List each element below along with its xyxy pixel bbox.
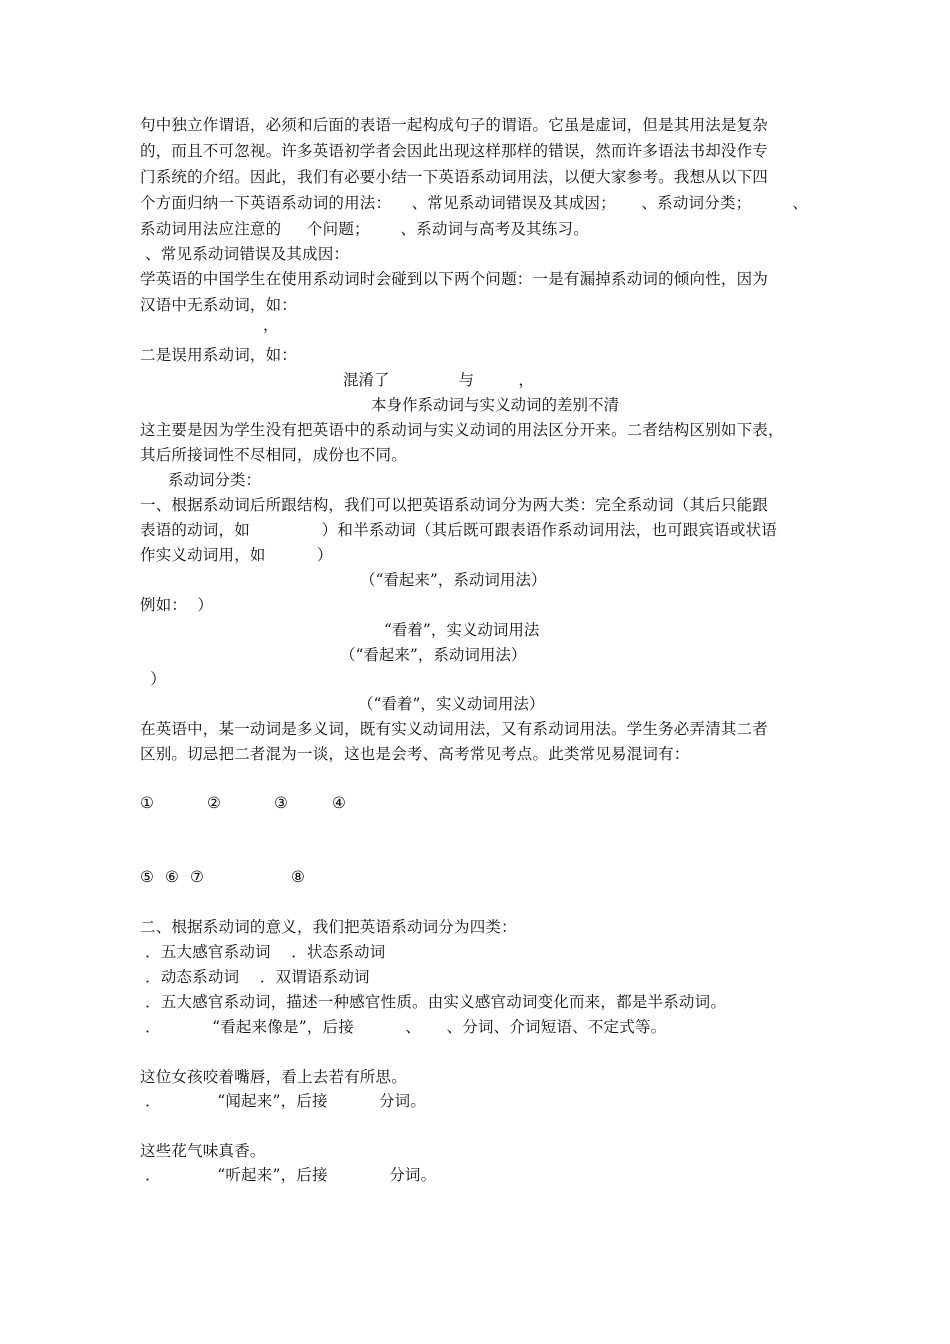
list-marker: ⑧	[291, 868, 305, 886]
paragraph-line: 区别。切忌把二者混为一谈，这也是会考、高考常见考点。此类常见易混词有：	[140, 745, 690, 763]
paragraph-line: 汉语中无系动词，如：	[140, 296, 298, 314]
list-item: ．五大感官系动词，描述一种感官性质。由实义感官动词变化而来，都是半系动词。	[140, 993, 727, 1011]
example-line: “看着”，实义动词用法	[384, 621, 540, 639]
paragraph-line: 二是误用系动词，如：	[140, 346, 298, 364]
list-marker: ⑥	[165, 868, 179, 886]
example-sentence: 这些花气味真香。	[140, 1142, 266, 1160]
list-item: ．五大感官系动词 ．状态系动词	[140, 943, 386, 961]
list-item: ． “闻起来”，后接 分词。	[140, 1092, 427, 1110]
paragraph-line: 门系统的介绍。因此，我们有必要小结一下英语系动词用法，以便大家参考。我想从以下四	[140, 168, 769, 186]
example-line: 混淆了 与 ，	[343, 371, 534, 389]
paragraph-line: 其后所接词性不尽相同，成份也不同。	[140, 446, 407, 464]
example-line: （“看着”，实义动词用法）	[358, 695, 545, 713]
paragraph-line: 学英语的中国学生在使用系动词时会碰到以下两个问题：一是有漏掉系动词的倾向性，因为	[140, 270, 769, 288]
list-marker: ①	[140, 794, 154, 812]
paragraph-line: 的，而且不可忽视。许多英语初学者会因此出现这样那样的错误，然而许多语法书却没作专	[140, 142, 769, 160]
list-item: ． “听起来”，后接 分词。	[140, 1166, 437, 1184]
paragraph-line: 句中独立作谓语，必须和后面的表语一起构成句子的谓语。它虽是虚词，但是其用法是复杂	[140, 116, 769, 134]
paragraph-line: 个方面归纳一下英语系动词的用法： 、常见系动词错误及其成因； 、系动词分类； 、	[140, 194, 809, 212]
example-line: （“看起来”，系动词用法）	[360, 571, 547, 589]
paragraph-line: 一、根据系动词后所跟结构，我们可以把英语系动词分为两大类：完全系动词（其后只能跟	[140, 496, 769, 514]
paragraph-line: 作实义动词用，如 ）	[140, 546, 333, 564]
paragraph-line: 表语的动词，如 ）和半系动词（其后既可跟表语作系动词用法，也可跟宾语或状语	[140, 521, 777, 539]
list-marker: ②	[207, 794, 221, 812]
section-heading: 二、根据系动词的意义，我们把英语系动词分为四类：	[140, 918, 517, 936]
list-marker: ④	[332, 794, 346, 812]
list-marker: ③	[274, 794, 288, 812]
section-heading: 系动词分类：	[168, 471, 262, 489]
example-label: 例如： ）	[140, 596, 214, 614]
example-line: （“看起来”，系动词用法）	[340, 646, 527, 664]
list-marker: ⑤	[140, 868, 154, 886]
example-line: 本身作系动词与实义动词的差别不清	[371, 396, 620, 414]
list-item: ． “看起来像是”，后接 、 、分词、介词短语、不定式等。	[140, 1018, 667, 1036]
list-marker: ⑦	[190, 868, 204, 886]
paragraph-line: 这主要是因为学生没有把英语中的系动词与实义动词的用法区分开来。二者结构区别如下表，	[140, 421, 784, 439]
section-heading: 、常见系动词错误及其成因：	[140, 245, 350, 263]
paragraph-line: 系动词用法应注意的 个问题； 、系动词与高考及其练习。	[140, 220, 589, 238]
punctuation-line: ）	[140, 670, 166, 688]
list-item: ．动态系动词 ．双谓语系动词	[140, 968, 370, 986]
example-sentence: 这位女孩咬着嘴唇，看上去若有所思。	[140, 1068, 407, 1086]
paragraph-line: 在英语中，某一动词是多义词，既有实义动词用法，又有系动词用法。学生务必弄清其二者	[140, 720, 769, 738]
punctuation-line: ，	[263, 316, 279, 334]
